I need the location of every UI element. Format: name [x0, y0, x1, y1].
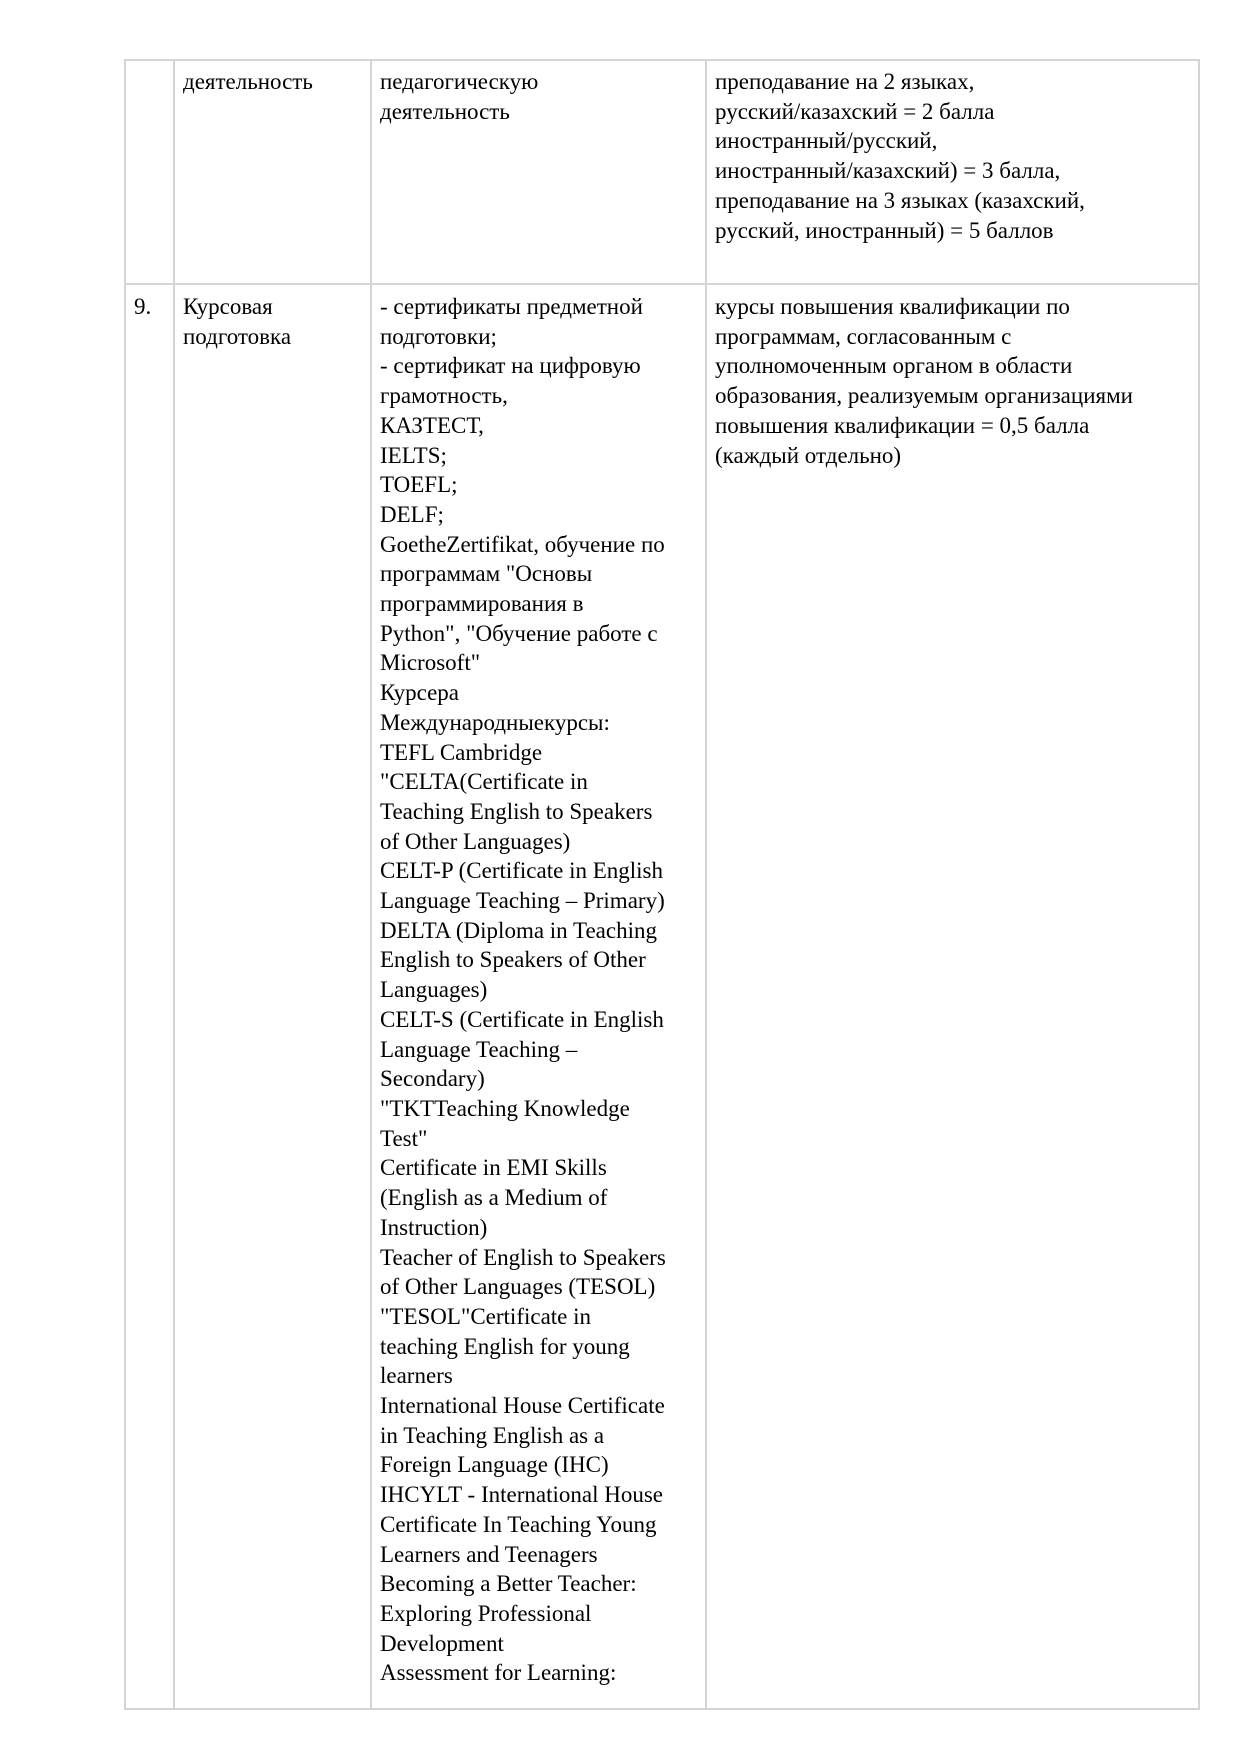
evidence-line: Certificate In Teaching Young	[380, 1511, 657, 1537]
scoring-line: повышения квалификации = 0,5 балла	[715, 412, 1090, 438]
evidence-line: программирования в	[380, 591, 584, 617]
scoring-line: русский, иностранный) = 5 баллов	[715, 217, 1054, 243]
scoring-line: русский/казахский = 2 балла	[715, 98, 995, 124]
evidence-line: IHCYLT - International House	[380, 1482, 663, 1508]
evidence-line: Language Teaching –	[380, 1036, 578, 1062]
evidence-cell	[371, 60, 706, 284]
evidence-line: Microsoft"	[380, 650, 481, 676]
evidence-line: of Other Languages (TESOL)	[380, 1274, 656, 1300]
evidence-line: Assessment for Learning:	[380, 1660, 617, 1686]
evidence-line: программам "Основы	[380, 561, 593, 587]
evidence-line: Foreign Language (IHC)	[380, 1452, 609, 1478]
evidence-line: English to Speakers of Other	[380, 947, 646, 973]
scoring-line: иностранный/казахский) = 3 балла,	[715, 158, 1061, 184]
evidence-line: КАЗТЕСТ,	[380, 412, 484, 438]
evidence-line: Development	[380, 1630, 504, 1656]
evidence-line: грамотность,	[380, 383, 508, 409]
row-number-cell	[125, 284, 174, 1709]
evidence-line: TOEFL;	[380, 472, 458, 498]
evidence-line: (English as a Medium of	[380, 1185, 608, 1211]
evidence-line: Курсера	[380, 680, 460, 706]
evidence-line: Languages)	[380, 977, 488, 1003]
evidence-line: подготовки;	[380, 323, 497, 349]
evidence-line: Python", "Обучение работе с	[380, 620, 658, 646]
criterion-name-cell	[174, 60, 371, 284]
scoring-line: уполномоченным органом в области	[715, 353, 1073, 379]
evidence-line: деятельность	[380, 98, 510, 124]
scoring-line: (каждый отдельно)	[715, 442, 902, 468]
evidence-line: - сертификаты предметной	[380, 294, 643, 319]
row-number: 9.	[134, 294, 152, 319]
evidence-line: IELTS;	[380, 442, 447, 468]
evidence-line: Secondary)	[380, 1066, 485, 1092]
criteria-table	[124, 59, 1200, 1710]
scoring-line: программам, согласованным с	[715, 323, 1012, 349]
evidence-line: "CELTA(Certificate in	[380, 769, 588, 795]
evidence-line: Learners and Teenagers	[380, 1541, 598, 1567]
evidence-line: Certificate in EMI Skills	[380, 1155, 607, 1181]
criterion-name-cell	[174, 284, 371, 1709]
table-row	[125, 60, 1199, 284]
evidence-line: "TKTTeaching Knowledge	[380, 1095, 630, 1121]
evidence-line: Instruction)	[380, 1214, 488, 1240]
evidence-line: Test"	[380, 1125, 428, 1151]
evidence-line: in Teaching English as a	[380, 1422, 605, 1448]
evidence-line: Language Teaching – Primary)	[380, 888, 665, 914]
evidence-line: - сертификат на цифровую	[380, 353, 641, 379]
evidence-cell	[371, 284, 706, 1709]
evidence-line: DELF;	[380, 501, 444, 527]
evidence-line: Exploring Professional	[380, 1600, 592, 1626]
scoring-line: иностранный/русский,	[715, 128, 938, 154]
evidence-line: CELT-P (Certificate in English	[380, 858, 663, 884]
scoring-cell	[706, 60, 1199, 284]
evidence-line: International House Certificate	[380, 1393, 665, 1419]
evidence-line: of Other Languages)	[380, 828, 571, 854]
evidence-line: Teacher of English to Speakers	[380, 1244, 666, 1270]
scoring-line: преподавание на 2 языках,	[715, 69, 975, 94]
scoring-line: преподавание на 3 языках (казахский,	[715, 187, 1085, 213]
criterion-name-line: Курсовая	[183, 294, 273, 319]
criterion-name-line: подготовка	[183, 323, 292, 349]
evidence-line: TEFL Cambridge	[380, 739, 543, 765]
criterion-name-line: деятельность	[183, 69, 313, 94]
evidence-line: Международныекурсы:	[380, 709, 610, 735]
scoring-line: образования, реализуемым организациями	[715, 383, 1133, 409]
row-number-cell	[125, 60, 174, 284]
evidence-line: DELTA (Diploma in Teaching	[380, 917, 657, 943]
table-row	[125, 284, 1199, 1709]
evidence-line: learners	[380, 1363, 453, 1389]
evidence-line: "TESOL"Certificate in	[380, 1303, 592, 1329]
scoring-cell	[706, 284, 1199, 1709]
scoring-line: курсы повышения квалификации по	[715, 294, 1070, 319]
evidence-line: педагогическую	[380, 69, 539, 94]
evidence-line: CELT-S (Certificate in English	[380, 1006, 664, 1032]
evidence-line: Teaching English to Speakers	[380, 798, 653, 824]
evidence-line: GoetheZertifikat, обучение по	[380, 531, 665, 557]
evidence-line: Becoming a Better Teacher:	[380, 1571, 637, 1597]
evidence-line: teaching English for young	[380, 1333, 630, 1359]
